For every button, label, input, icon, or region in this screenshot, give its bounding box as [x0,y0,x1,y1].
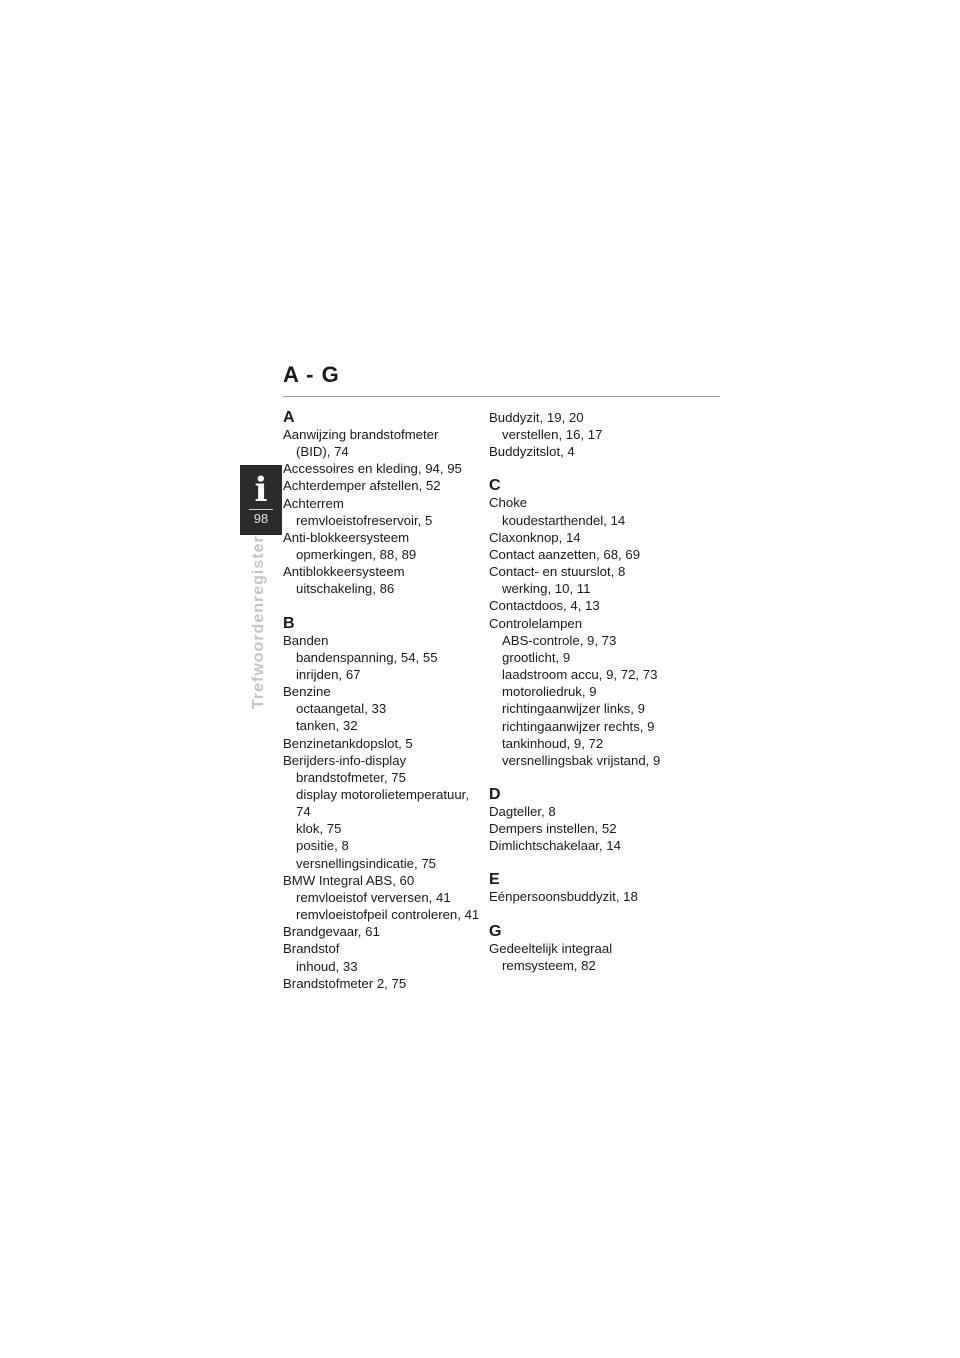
index-entry: Achterrem [283,495,344,511]
page-number: 98 [253,511,269,526]
index-entry: Achterdemper afstellen, 52 [283,478,441,494]
index-entry: Contact aanzetten, 68, 69 [489,546,641,562]
index-entry: Berijders-info-display [283,752,407,768]
title-divider [283,396,720,397]
index-entry: Brandgevaar, 61 [283,924,380,940]
index-letter-heading: G [489,922,502,940]
index-subentry: (BID), 74 [296,444,349,460]
index-subentry: motoroliedruk, 9 [502,684,597,700]
index-subentry: koudestarthendel, 14 [502,512,626,528]
index-entry: Eénpersoonsbuddyzit, 18 [489,889,638,905]
index-column-right [489,409,721,974]
index-subentry: versnellingsindicatie, 75 [296,855,437,871]
index-entry: Anti-blokkeersysteem [283,529,410,545]
index-letter-heading: B [283,614,295,632]
index-entry: Dagteller, 8 [489,803,556,819]
index-subentry: inrijden, 67 [296,666,361,682]
index-subentry: uitschakeling, 86 [296,581,395,597]
index-subentry: verstellen, 16, 17 [502,427,603,443]
index-entry: Buddyzitslot, 4 [489,444,575,460]
index-entry: Benzinetankdopslot, 5 [283,735,413,751]
index-subentry: octaangetal, 33 [296,701,387,717]
index-subentry: richtingaanwijzer links, 9 [502,701,645,717]
side-section-title: Trefwoordenregister [250,535,267,709]
index-column-left [283,409,483,992]
index-subentry: richtingaanwijzer rechts, 9 [502,718,655,734]
index-subentry: klok, 75 [296,821,342,837]
index-entry: Gedeeltelijk integraal [489,940,613,956]
index-subentry: tankinhoud, 9, 72 [502,735,604,751]
index-subentry: versnellingsbak vrijstand, 9 [502,752,661,768]
index-subentry: opmerkingen, 88, 89 [296,547,417,563]
index-subentry: 74 [296,804,311,820]
index-letter-heading: E [489,871,500,889]
index-entry: Controlelampen [489,615,583,631]
index-entry: Banden [283,632,329,648]
index-subentry: display motorolietemperatuur, [296,786,469,802]
index-letter-heading: D [489,785,501,803]
index-entry: Dimlichtschakelaar, 14 [489,838,621,854]
index-subentry: inhoud, 33 [296,958,358,974]
index-entry: Antiblokkeersysteem [283,564,405,580]
index-subentry: bandenspanning, 54, 55 [296,649,438,665]
index-entry: Contact- en stuurslot, 8 [489,564,626,580]
index-entry: Brandstof [283,941,340,957]
index-subentry: remsysteem, 82 [502,957,596,973]
index-letter-heading: A [283,409,295,426]
index-subentry: ABS-controle, 9, 73 [502,632,617,648]
index-subentry: laadstroom accu, 9, 72, 73 [502,667,658,683]
index-entry: Accessoires en kleding, 94, 95 [283,461,462,477]
index-subentry: tanken, 32 [296,718,358,734]
index-entry: Benzine [283,684,331,700]
index-entry: Buddyzit, 19, 20 [489,410,584,425]
index-entry: Dempers instellen, 52 [489,821,617,837]
index-entry: Contactdoos, 4, 13 [489,598,600,614]
index-subentry: grootlicht, 9 [502,649,571,665]
info-icon: i [254,470,268,510]
index-entry: Choke [489,495,528,511]
index-letter-heading: C [489,477,501,495]
index-subentry: positie, 8 [296,838,349,854]
index-entry: Claxonknop, 14 [489,529,581,545]
index-subentry: remvloeistofpeil controleren, 41 [296,907,480,923]
index-subentry: brandstofmeter, 75 [296,769,406,785]
index-subentry: remvloeistof verversen, 41 [296,889,451,905]
index-entry: BMW Integral ABS, 60 [283,872,415,888]
index-subentry: werking, 10, 11 [502,581,591,597]
page-title: A - G [283,362,340,387]
index-entry: Aanwijzing brandstofmeter [283,427,439,442]
section-tab [240,465,282,535]
index-entry: Brandstofmeter 2, 75 [283,975,407,991]
index-subentry: remvloeistofreservoir, 5 [296,512,433,528]
